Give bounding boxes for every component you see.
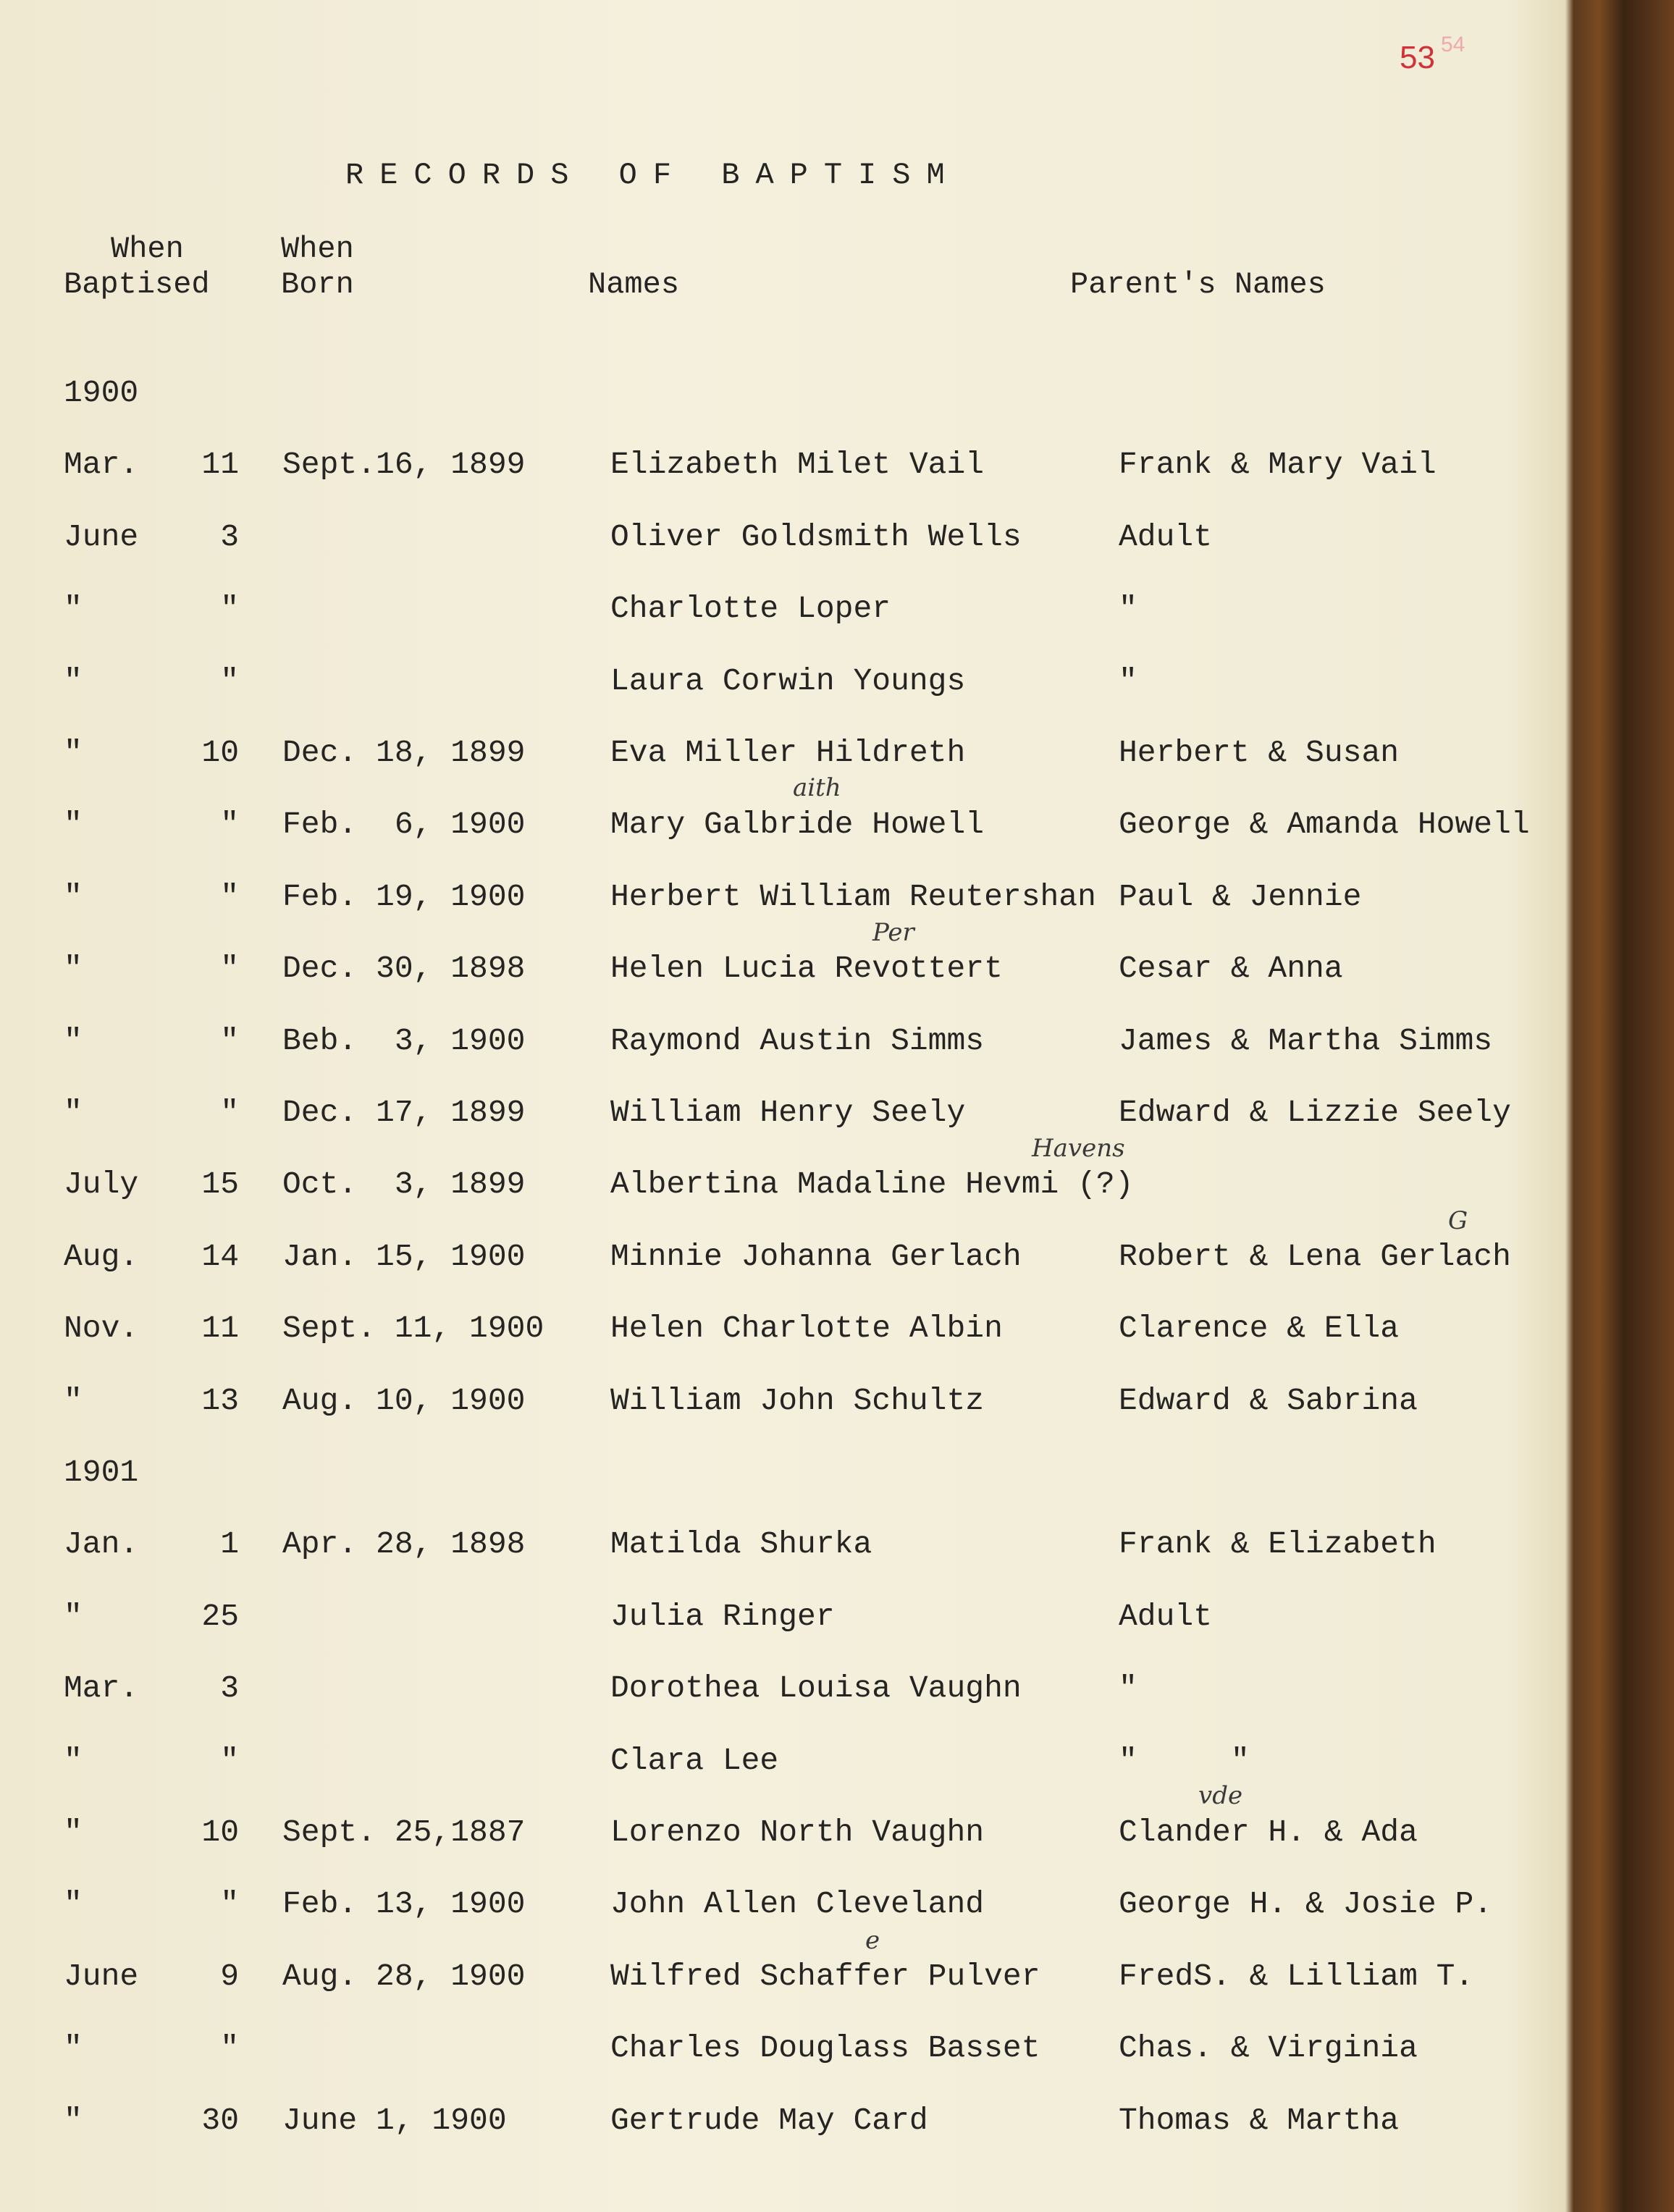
born-cell: Sept. 11, 1900 [282, 1311, 544, 1347]
year-heading-row [0, 375, 1573, 447]
name-cell: Charlotte Loper [610, 591, 891, 627]
record-row [0, 1526, 1573, 1598]
name-cell: Clara Lee [610, 1742, 779, 1778]
name-cell: Mary Galbride Howell [610, 807, 985, 843]
name-cell: Wilfred Schaffer Pulver [610, 1958, 1040, 1994]
record-row [0, 951, 1573, 1022]
name-cell: Helen Charlotte Albin [610, 1311, 1003, 1347]
header-text: When [111, 232, 184, 266]
record-row [0, 1886, 1573, 1958]
month-cell: " [64, 807, 83, 843]
month-cell: " [64, 951, 83, 987]
born-cell: Dec. 18, 1899 [282, 735, 526, 770]
day-cell: " [220, 2030, 239, 2066]
handwritten-annotation: Per [872, 918, 914, 947]
month-cell: " [64, 591, 83, 627]
parents-cell: Edward & Sabrina [1119, 1382, 1418, 1418]
record-row [0, 1166, 1573, 1238]
record-row [0, 1311, 1573, 1382]
day-cell: " [220, 951, 239, 987]
name-cell: Matilda Shurka [610, 1526, 872, 1563]
day-cell: " [220, 878, 239, 914]
year-heading: 1901 [64, 1455, 139, 1490]
page-number-alt: 54 [1441, 33, 1465, 56]
name-cell: Lorenzo North Vaughn [610, 1814, 985, 1850]
born-cell: Jan. 15, 1900 [282, 1238, 526, 1274]
record-row [0, 1239, 1573, 1311]
parents-cell: Frank & Mary Vail [1119, 447, 1437, 483]
handwritten-annotation: G [1448, 1206, 1468, 1235]
year-heading-row [0, 1455, 1573, 1526]
day-cell: 9 [220, 1958, 239, 1994]
day-cell: " [220, 1022, 239, 1059]
month-cell: June [64, 1958, 139, 1994]
born-cell: Feb. 13, 1900 [282, 1886, 526, 1922]
record-row [0, 2103, 1573, 2174]
born-cell: June 1, 1900 [282, 2102, 507, 2138]
day-cell: 11 [201, 1311, 239, 1347]
name-cell: Minnie Johanna Gerlach [610, 1238, 1022, 1274]
header-text: Baptised [64, 267, 210, 302]
name-cell: Eva Miller Hildreth [610, 735, 966, 770]
name-cell: Raymond Austin Simms [610, 1022, 985, 1059]
born-cell: Sept.16, 1899 [282, 447, 526, 483]
month-cell: June [64, 518, 139, 555]
born-cell: Feb. 6, 1900 [282, 807, 526, 843]
day-cell: 11 [201, 447, 239, 483]
parents-cell: Frank & Elizabeth [1119, 1526, 1437, 1563]
month-cell: " [64, 1598, 83, 1634]
name-cell: Albertina Madaline Hevmi (?) [610, 1166, 1134, 1203]
parents-cell: Paul & Jennie [1119, 878, 1362, 914]
day-cell: " [220, 663, 239, 699]
parents-cell: Cesar & Anna [1119, 951, 1343, 987]
record-row [0, 2030, 1573, 2102]
record-row [0, 519, 1573, 591]
name-cell: Julia Ringer [610, 1598, 835, 1634]
day-cell: " [220, 591, 239, 627]
day-cell: " [220, 1742, 239, 1778]
record-row [0, 663, 1573, 735]
month-cell: " [64, 1022, 83, 1059]
parents-cell: " [1119, 591, 1137, 627]
parents-cell: " [1119, 1670, 1137, 1707]
month-cell: " [64, 1742, 83, 1778]
month-cell: " [64, 2102, 83, 2138]
record-row [0, 807, 1573, 878]
parents-cell: Chas. & Virginia [1119, 2030, 1418, 2066]
handwritten-annotation: e [865, 1926, 880, 1955]
born-cell: Sept. 25,1887 [282, 1814, 526, 1850]
parents-cell: Adult [1119, 1598, 1213, 1634]
header-when-baptised [64, 232, 210, 303]
handwritten-annotation: vde [1198, 1781, 1243, 1810]
name-cell: Helen Lucia Revottert [610, 951, 1003, 987]
day-cell: 13 [201, 1382, 239, 1418]
born-cell: Dec. 30, 1898 [282, 951, 526, 987]
parents-cell: George H. & Josie P. [1119, 1886, 1493, 1922]
record-row [0, 1743, 1573, 1814]
parents-cell: Robert & Lena Gerlach [1119, 1238, 1511, 1274]
record-row [0, 1670, 1573, 1742]
month-cell: " [64, 1886, 83, 1922]
month-cell: Jan. [64, 1526, 139, 1563]
handwritten-annotation: Havens [1032, 1134, 1125, 1163]
day-cell: 10 [201, 1814, 239, 1850]
name-cell: William John Schultz [610, 1382, 985, 1418]
name-cell: John Allen Cleveland [610, 1886, 985, 1922]
month-cell: July [64, 1166, 139, 1203]
month-cell: " [64, 663, 83, 699]
month-cell: Nov. [64, 1311, 139, 1347]
name-cell: Gertrude May Card [610, 2102, 928, 2138]
day-cell: 3 [220, 518, 239, 555]
born-cell: Dec. 17, 1899 [282, 1095, 526, 1130]
record-row [0, 1599, 1573, 1670]
name-cell: Laura Corwin Youngs [610, 663, 966, 699]
born-cell: Apr. 28, 1898 [282, 1526, 526, 1563]
month-cell: " [64, 2030, 83, 2066]
born-cell: Beb. 3, 1900 [282, 1022, 526, 1059]
page-number: 53 [1400, 40, 1435, 75]
header-parents: Parent's Names [1070, 267, 1326, 302]
record-row [0, 1814, 1573, 1886]
year-heading: 1900 [64, 375, 139, 411]
month-cell: " [64, 735, 83, 770]
day-cell: 1 [220, 1526, 239, 1563]
day-cell: " [220, 807, 239, 843]
born-cell: Oct. 3, 1899 [282, 1166, 526, 1203]
record-row [0, 735, 1573, 807]
day-cell: 30 [201, 2102, 239, 2138]
month-cell: " [64, 1382, 83, 1418]
day-cell: 10 [201, 735, 239, 770]
day-cell: 25 [201, 1598, 239, 1634]
month-cell: Aug. [64, 1238, 139, 1274]
day-cell: " [220, 1886, 239, 1922]
month-cell: Mar. [64, 447, 139, 483]
born-cell: Aug. 10, 1900 [282, 1382, 526, 1418]
page-title: RECORDS OF BAPTISM [345, 158, 961, 193]
month-cell: Mar. [64, 1670, 139, 1707]
record-row [0, 1023, 1573, 1095]
parents-cell: George & Amanda Howell [1119, 807, 1530, 843]
record-row [0, 447, 1573, 518]
born-cell: Feb. 19, 1900 [282, 878, 526, 914]
parents-cell: Adult [1119, 518, 1213, 555]
header-text: Born [281, 267, 354, 302]
parents-cell: FredS. & Lilliam T. [1119, 1958, 1474, 1994]
name-cell: Charles Douglass Basset [610, 2030, 1040, 2066]
parents-cell: Edward & Lizzie Seely [1119, 1095, 1511, 1130]
record-row [0, 879, 1573, 951]
day-cell: 15 [201, 1166, 239, 1203]
record-row [0, 1095, 1573, 1166]
record-row [0, 1383, 1573, 1455]
born-cell: Aug. 28, 1900 [282, 1958, 526, 1994]
day-cell: " [220, 1095, 239, 1130]
month-cell: " [64, 878, 83, 914]
header-text: When [281, 232, 354, 266]
parents-cell: Herbert & Susan [1119, 735, 1400, 770]
header-names: Names [588, 267, 680, 302]
record-row [0, 591, 1573, 663]
day-cell: 3 [220, 1670, 239, 1707]
parents-cell: " [1119, 663, 1137, 699]
name-cell: William Henry Seely [610, 1095, 966, 1130]
parents-cell: James & Martha Simms [1119, 1022, 1493, 1059]
name-cell: Herbert William Reutershan [610, 878, 1096, 914]
parents-cell: " " [1119, 1742, 1250, 1778]
parents-cell: Clarence & Ella [1119, 1311, 1400, 1347]
name-cell: Dorothea Louisa Vaughn [610, 1670, 1022, 1707]
parents-cell: Clander H. & Ada [1119, 1814, 1418, 1850]
month-cell: " [64, 1814, 83, 1850]
record-row [0, 1959, 1573, 2030]
name-cell: Oliver Goldsmith Wells [610, 518, 1022, 555]
parents-cell: Thomas & Martha [1119, 2102, 1400, 2138]
header-when-born [281, 232, 354, 303]
name-cell: Elizabeth Milet Vail [610, 447, 985, 483]
day-cell: 14 [201, 1238, 239, 1274]
handwritten-annotation: aith [793, 773, 841, 802]
month-cell: " [64, 1095, 83, 1130]
